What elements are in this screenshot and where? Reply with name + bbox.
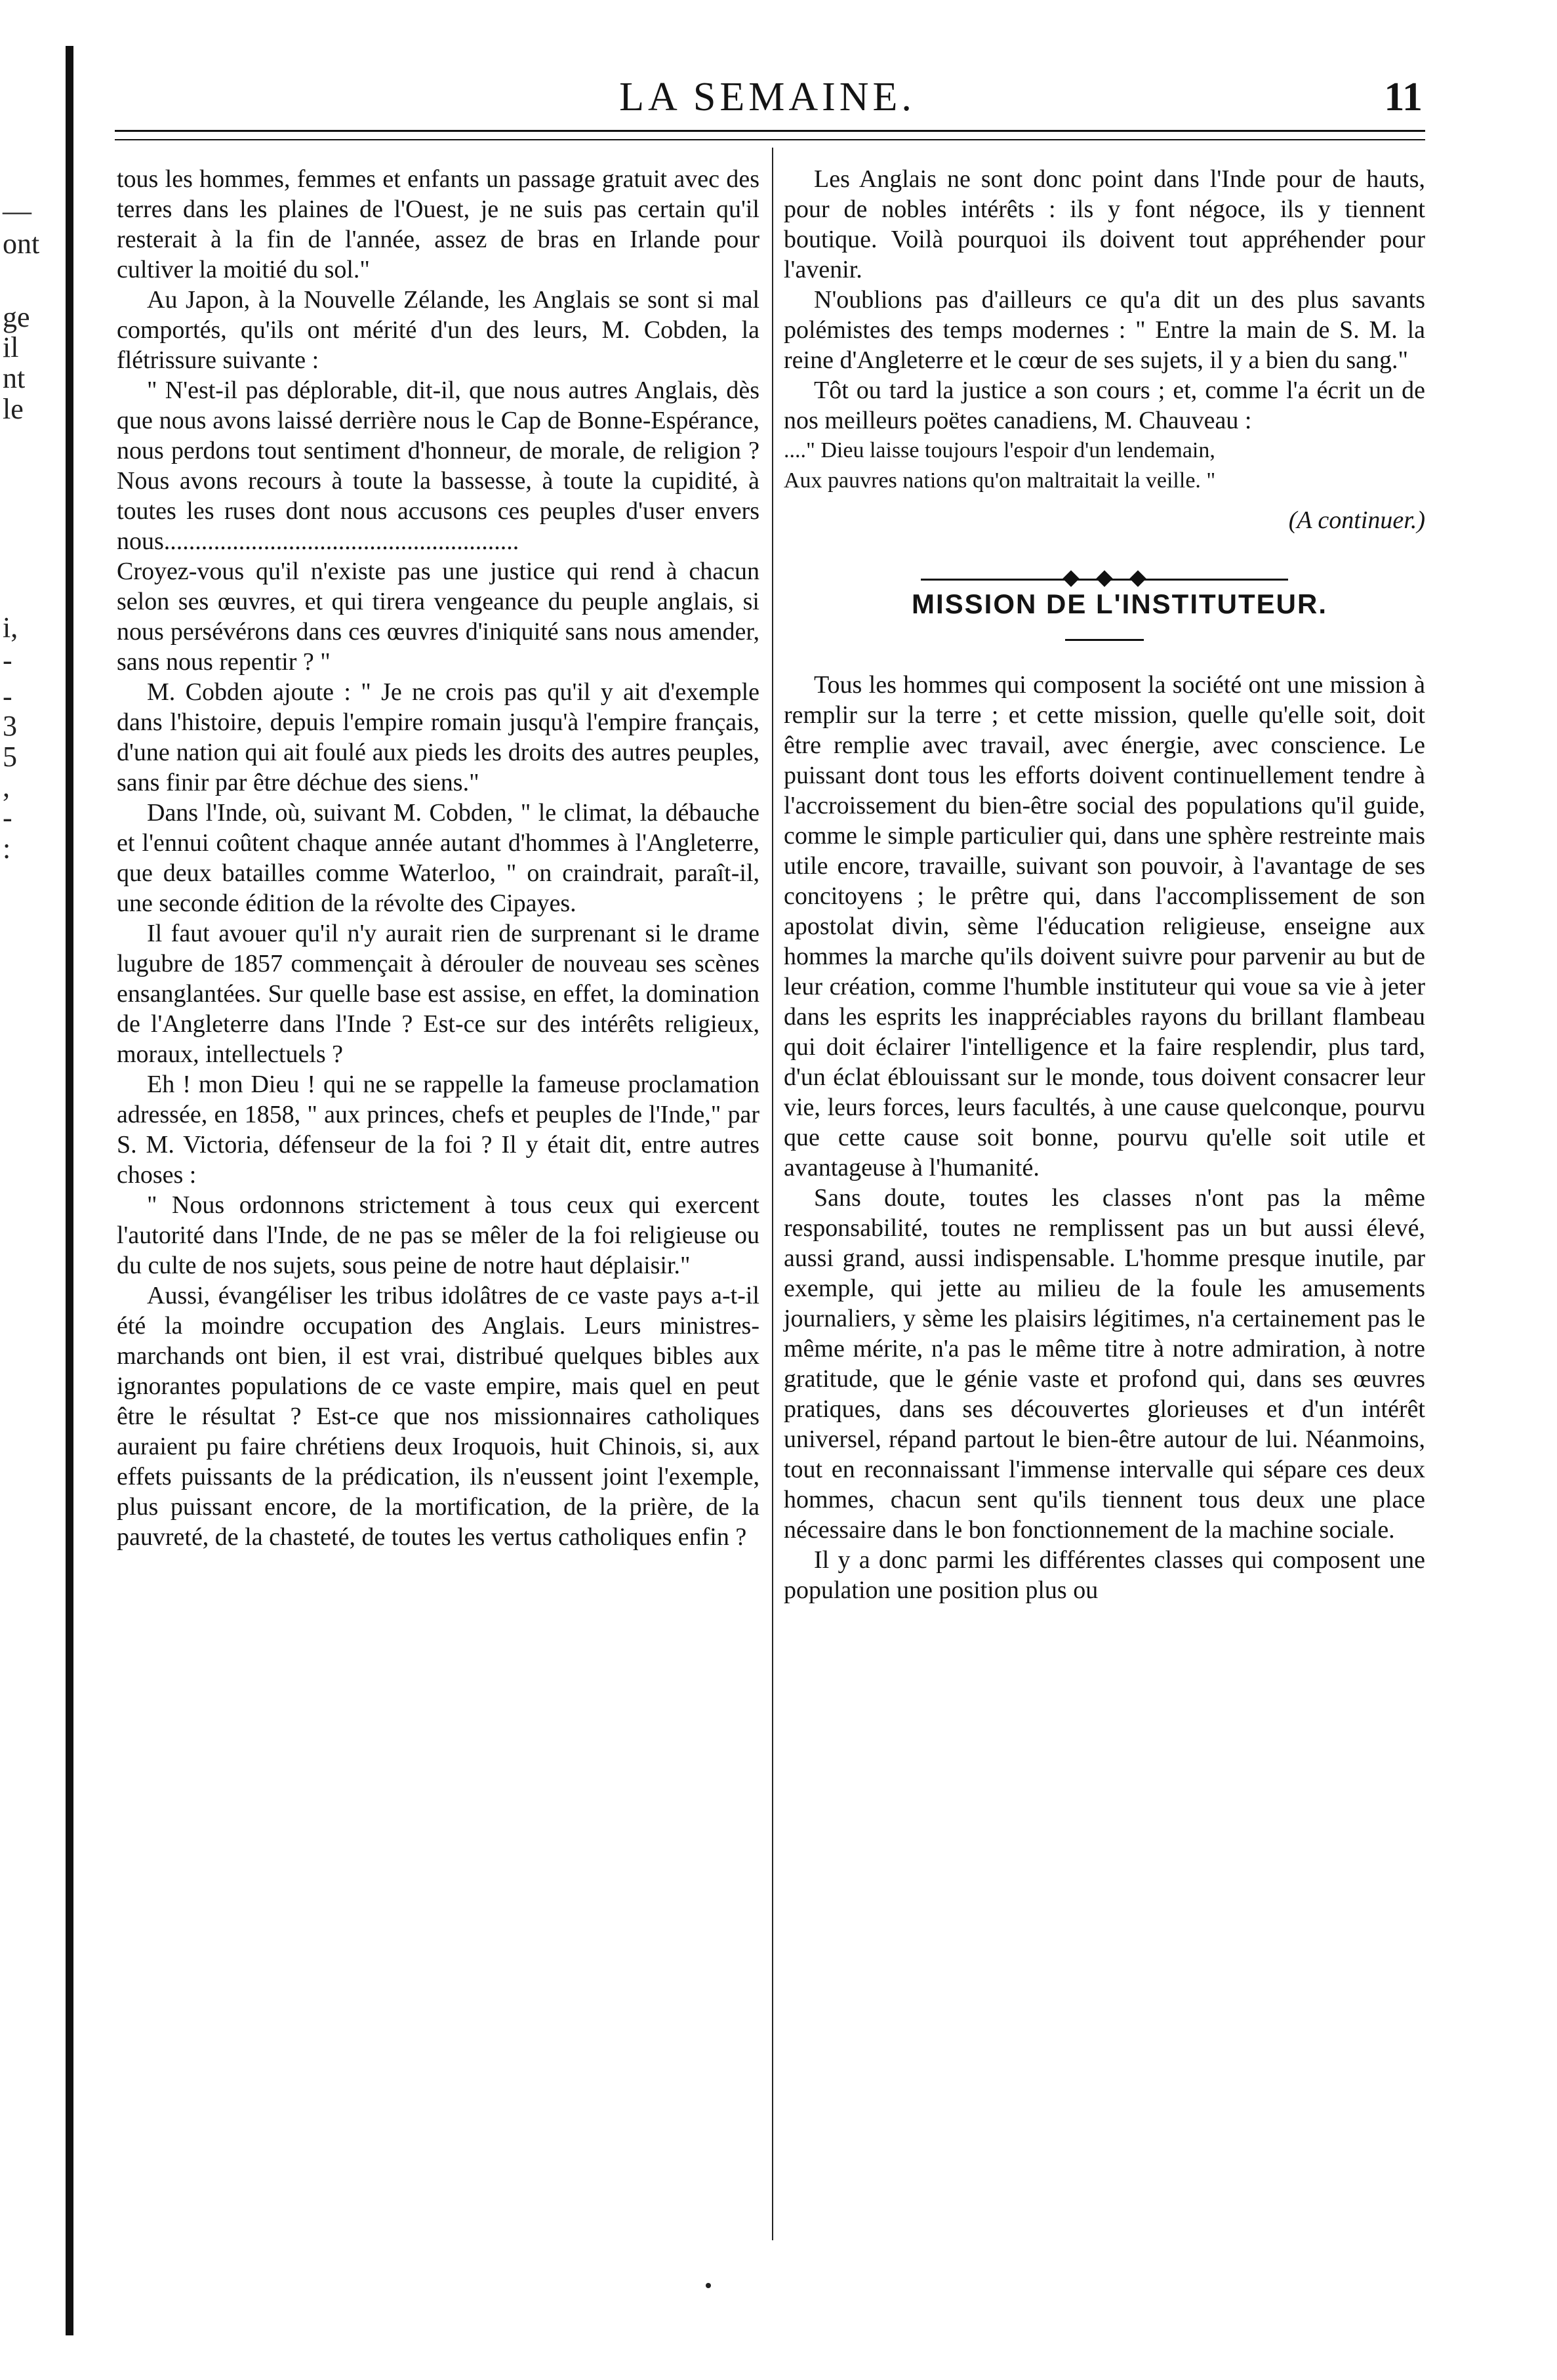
paragraph: N'oublions pas d'ailleurs ce qu'a dit un des plus savants polémistes des temps modernes : " Entre la main de S. M. la reine d'Angleterre et le cœur de ses sujets, il y a bien du sang.": [784, 286, 1425, 374]
paragraph: Dans l'Inde, où, suivant M. Cobden, " le climat, la débauche et l'ennui coûtent chaque année autant d'hommes à l'Angleterre, que deux batailles comme Waterloo, " on craindrait, paraît-il, une seconde édition de la révolte des Cipayes.: [117, 799, 759, 917]
section-rule: [1065, 639, 1144, 641]
paragraph: Les Anglais ne sont donc point dans l'Inde pour de hauts, pour de nobles intérêts : ils y font négoce, ils y tiennent boutique. Voilà pourquoi ils doivent tout appréhender pour l'avenir.: [784, 165, 1425, 283]
bleed-fragment: -: [3, 644, 12, 676]
bleed-fragment: nt: [3, 362, 26, 394]
bleed-fragment: ge: [3, 301, 30, 333]
bleed-fragment: -: [3, 680, 12, 712]
paragraph: Sans doute, toutes les classes n'ont pas la même responsabilité, toutes ne remplissent pas un but aussi élevé, aussi grand, aussi indispensable. L'homme presque inutile, par exemple, qui jette au milieu de la foule les amusements journaliers, y sème les plaisirs légitimes, n'a certainement pas le même mérite, n'a pas le même titre à notre admiration, à notre gratitude, que le génie vaste et profond qui, dans ses œuvres pratiques, dans ses découvertes glorieuses et d'un intérêt universel, répand partout le bien-être autour de lui. Néanmoins, tout en reconnaissant l'immense intervalle qui sépare ces deux hommes, chacun sent qu'ils tiennent tous deux une place nécessaire dans le bon fonctionnement de la machine sociale.: [784, 1184, 1425, 1544]
footer-dot: [706, 2283, 711, 2288]
bleed-fragment: 3: [3, 710, 17, 742]
page-title: LA SEMAINE.: [619, 75, 916, 119]
paragraph: Il faut avouer qu'il n'y aurait rien de surprenant si le drame lugubre de 1857 commençait à dérouler de nouveau ses scènes ensanglantées. Sur quelle base est assise, en effet, la domination de l'Angleterre dans l'Inde ? Est-ce sur des intérêts religieux, moraux, intellectuels ?: [117, 920, 759, 1068]
page-number: 11: [1384, 75, 1423, 119]
right-column: [784, 164, 1425, 1605]
section-title: MISSION DE L'INSTITUTEUR.: [911, 588, 1327, 619]
bleed-fragment: il: [3, 331, 19, 363]
page-header: [108, 71, 1426, 123]
bleed-fragment: le: [3, 393, 24, 425]
verse-line: ...." Dieu laisse toujours l'espoir d'un lendemain,: [784, 438, 1215, 462]
paragraph: Eh ! mon Dieu ! qui ne se rappelle la fameuse proclamation adressée, en 1858, " aux princes, chefs et peuples de l'Inde," par S. M. Victoria, défenseur de la foi ? Il y était dit, entre autres choses :: [117, 1071, 759, 1189]
section-ornament: [921, 569, 1288, 589]
bleed-fragment: -: [3, 802, 12, 834]
paragraph: " N'est-il pas déplorable, dit-il, que nous autres Anglais, dès que nous avons laissé derrière nous le Cap de Bonne-Espérance, nous perdons tout sentiment d'honneur, de morale, de religion ? Nous avons recours à toute la bassesse, à toute la cupidité, à toutes les ruses dont nous accusons ces peuples d'user envers nous.........................................................: [117, 377, 759, 555]
binding-edge: [66, 46, 73, 2335]
left-column: [117, 164, 759, 1552]
paragraph: Tôt ou tard la justice a son cours ; et, comme l'a écrit un de nos meilleurs poëtes canadiens, M. Chauveau :: [784, 377, 1425, 434]
paragraph: tous les hommes, femmes et enfants un passage gratuit avec des terres dans les plaines de l'Ouest, je ne suis pas certain qu'il resterait à la fin de l'année, assez de bras en Irlande pour cultiver la moitié du sol.": [117, 165, 759, 283]
bleed-fragment: :: [3, 832, 11, 865]
bleed-fragment: —: [3, 195, 31, 227]
bleed-fragment: i,: [3, 611, 18, 644]
header-rule-thin: [115, 139, 1425, 140]
bleed-fragment: ,: [3, 771, 10, 803]
column-divider: [772, 148, 773, 2240]
bleed-fragment: 5: [3, 741, 17, 773]
previous-page-bleed: [0, 0, 79, 2380]
header-rule: [115, 130, 1425, 132]
verse-line: Aux pauvres nations qu'on maltraitait la veille. ": [784, 468, 1216, 493]
paragraph: Il y a donc parmi les différentes classes qui composent une population une position plus ou: [784, 1546, 1425, 1604]
continued-note: (A continuer.): [1288, 506, 1425, 534]
paragraph: Tous les hommes qui composent la société ont une mission à remplir sur la terre ; et cette mission, quelle qu'elle soit, doit être remplie avec travail, avec énergie, avec conscience. Le puissant dont tous les efforts doivent continuellement tendre à l'accroissement du bien-être social des populations qu'il guide, comme le simple particulier qui, dans une sphère restreinte mais utile encore, travaille, suivant son pouvoir, à l'avantage de ses concitoyens ; le prêtre qui, dans l'accomplissement de son apostolat divin, sème l'éducation religieuse, enseigne aux hommes la marche qu'ils doivent suivre pour parvenir au but de leur création, comme l'humble instituteur qui voue sa vie à jeter dans les esprits les inappréciables rayons du brillant flambeau qui doit éclairer l'intelligence et la faire resplendir, plus tard, d'un éclat éblouissant sur le monde, tous doivent consacrer leur vie, leurs forces, leurs facultés, à une cause quelconque, pourvu que cette cause soit bonne, pourvu qu'elle soit utile et avantageuse à l'humanité.: [784, 671, 1425, 1181]
paragraph: Aussi, évangéliser les tribus idolâtres de ce vaste pays a-t-il été la moindre occupation des Anglais. Leurs ministres-marchands ont bien, il est vrai, distribué quelques bibles aux ignorantes populations de ce vaste empire, mais quel en peut être le résultat ? Est-ce que nos missionnaires catholiques auraient pu faire chrétiens deux Iroquois, huit Chinois, si, aux effets puissants de la prédication, ils n'eussent joint l'exemple, plus puissant encore, de la mortification, de la prière, de la pauvreté, de la chasteté, de toutes les vertus catholiques enfin ?: [117, 1282, 759, 1551]
paragraph: M. Cobden ajoute : " Je ne crois pas qu'il y ait d'exemple dans l'histoire, depuis l'empire romain jusqu'à l'empire français, d'une nation qui ait foulé aux pieds les droits des autres peuples, sans finir par être déchue des siens.": [117, 678, 759, 796]
paragraph: " Nous ordonnons strictement à tous ceux qui exercent l'autorité dans l'Inde, de ne pas se mêler de la foi religieuse ou du culte de nos sujets, sous peine de notre haut déplaisir.": [117, 1191, 759, 1279]
paragraph: Au Japon, à la Nouvelle Zélande, les Anglais se sont si mal comportés, qu'ils ont mérité d'un des leurs, M. Cobden, la flétrissure suivante :: [117, 286, 759, 374]
bleed-fragment: ont: [3, 228, 40, 260]
paragraph: Croyez-vous qu'il n'existe pas une justice qui rend à chacun selon ses œuvres, et qui tirera vengeance du peuple anglais, si nous persévérons dans ces œuvres d'iniquité sans nous amender, sans nous repentir ? ": [117, 558, 759, 676]
